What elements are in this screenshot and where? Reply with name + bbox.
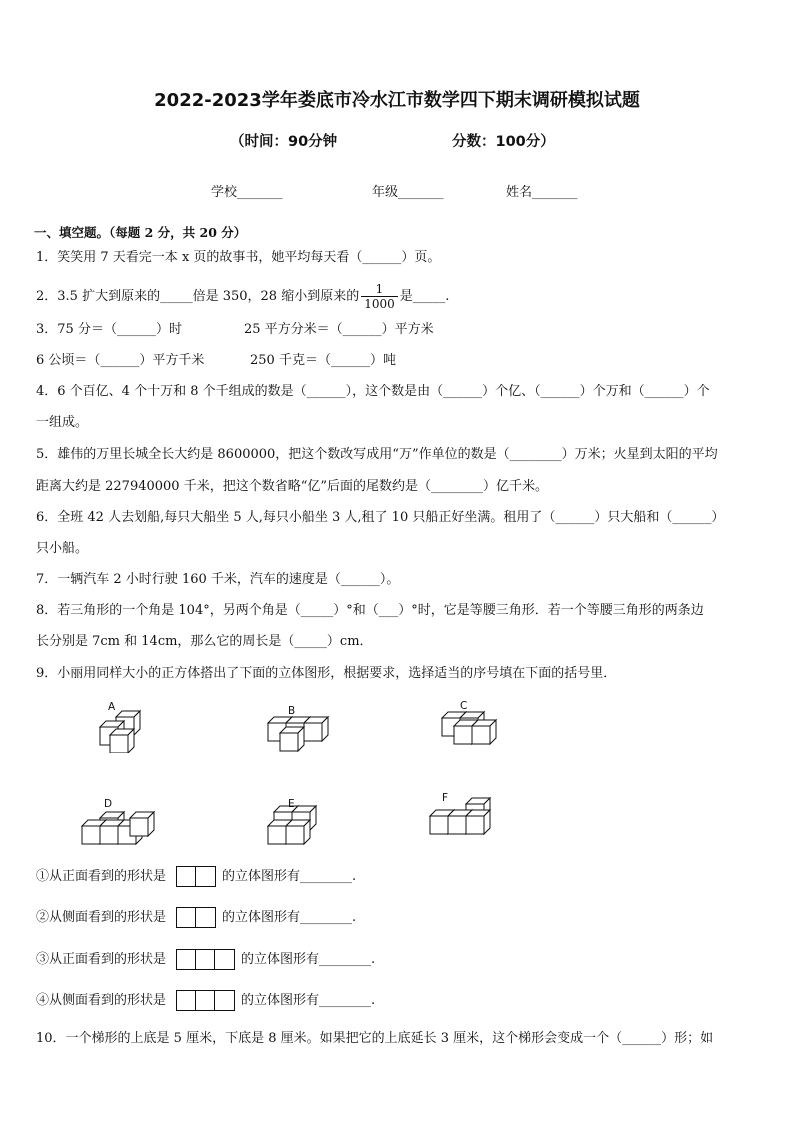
exam-score: 分数：100分）	[452, 134, 555, 150]
figure-b-label: B	[288, 705, 296, 717]
figure-c-drawing	[440, 700, 510, 748]
question-10: 10．一个梯形的上底是 5 厘米，下底是 8 厘米。如果把它的上底延长 3 厘米，这个梯形会变成一个（______）形；如	[36, 1031, 714, 1046]
fraction-denominator: 1000	[364, 297, 395, 311]
question-5-line-1: 5．雄伟的万里长城全长大约是 8600000，把这个数改写成用“万”作单位的数是（________）万米；火星到太阳的平均	[36, 447, 718, 462]
sub-question-2-prompt: ②从侧面看到的形状是	[36, 910, 167, 925]
shape-three-squares	[176, 990, 235, 1011]
question-6-line-2: 只小船。	[36, 541, 89, 556]
question-7: 7．一辆汽车 2 小时行驶 160 千米，汽车的速度是（______）。	[36, 572, 400, 587]
question-3-c: 6 公顷＝（______）平方千米	[36, 353, 205, 368]
figure-f-drawing	[428, 792, 498, 840]
sub-question-3-prompt: ③从正面看到的形状是	[36, 952, 167, 967]
question-5-line-2: 距离大约是 227940000 千米，把这个数省略“亿”后面的尾数约是（________）亿千米。	[36, 479, 548, 494]
figure-c	[440, 700, 510, 748]
figure-f-label: F	[442, 792, 449, 804]
sub-question-3-answer[interactable]: 的立体图形有________.	[241, 952, 376, 967]
sub-question-2-answer[interactable]: 的立体图形有________.	[222, 910, 357, 925]
sub-question-1-answer[interactable]: 的立体图形有________.	[222, 869, 357, 884]
page-title: 2022-2023学年娄底市冷水江市数学四下期末调研模拟试题	[154, 90, 640, 111]
figure-c-label: C	[460, 700, 468, 712]
figure-e-drawing	[266, 798, 326, 848]
figure-e-label: E	[288, 798, 295, 810]
fraction-numerator: 1	[361, 282, 398, 297]
figure-d-drawing	[80, 798, 156, 848]
figure-e	[266, 798, 326, 848]
question-3-a: 3．75 分＝（______）时	[36, 322, 182, 337]
sub-question-1-prompt: ①从正面看到的形状是	[36, 869, 167, 884]
shape-two-squares	[176, 907, 216, 928]
question-8-line-2: 长分别是 7cm 和 14cm，那么它的周长是（_____）cm．	[36, 634, 373, 649]
sub-question-1	[36, 866, 356, 887]
sub-question-4-answer[interactable]: 的立体图形有________.	[241, 993, 376, 1008]
question-3-d: 250 千克＝（______）吨	[250, 353, 396, 368]
shape-three-squares	[176, 949, 235, 970]
figure-d	[80, 798, 156, 848]
question-6-line-1: 6．全班 42 人去划船,每只大船坐 5 人,每只小船坐 3 人,租了 10 只船正好坐满。租用了（______）只大船和（______）	[36, 510, 725, 525]
section-heading: 一、填空题。（每题 2 分，共 20 分）	[34, 225, 247, 240]
name-field[interactable]: 姓名_______	[506, 185, 578, 200]
question-4-line-2: 一组成。	[36, 415, 89, 430]
question-3-b: 25 平方分米＝（______）平方米	[244, 322, 434, 337]
sub-question-4-prompt: ④从侧面看到的形状是	[36, 993, 167, 1008]
question-9: 9．小丽用同样大小的正方体搭出了下面的立体图形，根据要求，选择适当的序号填在下面的括号里．	[36, 666, 617, 681]
question-8-line-1: 8．若三角形的一个角是 104°，另两个角是（_____）°和（___）°时，它是等腰三角形．若一个等腰三角形的两条边	[36, 603, 704, 618]
question-2-part-a: 2．3.5 扩大到原来的_____倍是 350，28 缩小到原来的	[36, 289, 360, 304]
question-4-line-1: 4．6 个百亿、4 个十万和 8 个千组成的数是（______），这个数是由（______）个亿、（______）个万和（______）个	[36, 384, 710, 399]
shape-two-squares	[176, 866, 216, 887]
sub-question-3	[36, 949, 375, 970]
figure-b	[266, 705, 336, 753]
figure-d-label: D	[104, 798, 113, 810]
fraction	[361, 282, 398, 311]
figure-f	[428, 792, 498, 840]
figure-b-drawing	[266, 705, 336, 753]
question-1: 1．笑笑用 7 天看完一本 x 页的故事书，她平均每天看（______）页。	[36, 250, 441, 265]
figure-a	[98, 701, 158, 753]
exam-time: （时间：90分钟	[230, 134, 338, 150]
question-2	[36, 282, 449, 311]
sub-question-2	[36, 907, 356, 928]
school-field[interactable]: 学校_______	[211, 185, 283, 200]
figure-a-label: A	[108, 701, 116, 713]
figure-a-drawing	[98, 701, 158, 753]
grade-field[interactable]: 年级_______	[372, 185, 444, 200]
sub-question-4	[36, 990, 375, 1011]
question-2-part-b: 是_____.	[399, 289, 450, 304]
